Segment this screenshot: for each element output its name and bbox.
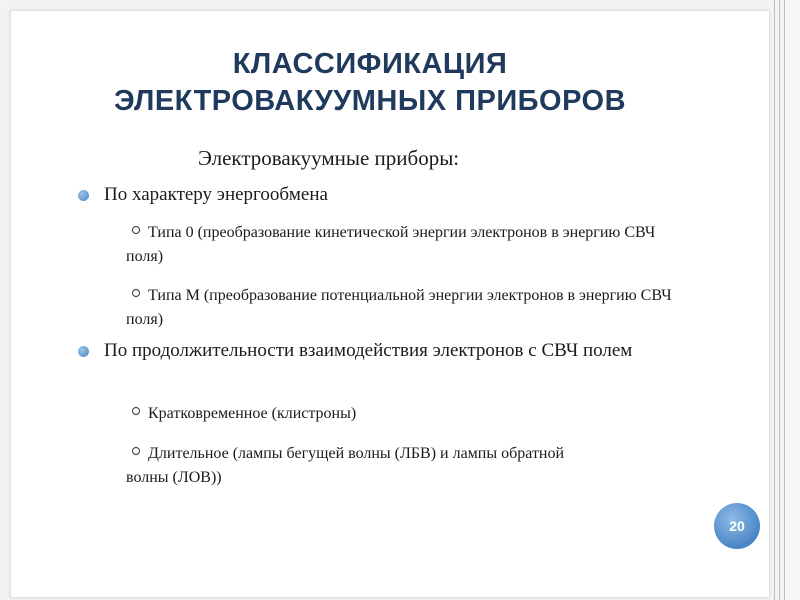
page-number-badge: 20	[714, 503, 760, 549]
sub-bullet-icon	[132, 407, 140, 415]
sub-item-text: Типа М (преобразование потенциальной энергии электронов в энергию СВЧ поля)	[126, 287, 672, 328]
title-line-1: КЛАССИФИКАЦИЯ	[232, 48, 508, 80]
sub-bullet-icon	[132, 289, 140, 297]
sub-bullet-icon	[132, 226, 140, 234]
sub-list-item	[126, 402, 686, 426]
list-item	[78, 339, 698, 363]
sub-list-item	[126, 442, 606, 490]
title-line-2: ЭЛЕКТРОВАКУУМНЫХ ПРИБОРОВ	[113, 85, 627, 117]
sub-item-text: Кратковременное (клистроны)	[148, 405, 357, 422]
sub-list-item	[126, 284, 686, 332]
sub-item-text: Типа 0 (преобразование кинетической энергии электронов в энергию СВЧ поля)	[126, 224, 656, 265]
subheading: Электровакуумные приборы:	[198, 146, 460, 170]
sub-bullet-icon	[132, 447, 140, 455]
right-rule	[774, 0, 775, 600]
bullet-text: По характеру энергообмена	[104, 184, 328, 205]
slide-title	[60, 46, 680, 120]
bullet-icon	[78, 346, 89, 357]
bullet-text: По продолжительности взаимодействия электронов с СВЧ полем	[104, 340, 633, 361]
sub-item-text: Длительное (лампы бегущей волны (ЛБВ) и лампы обратной волны (ЛОВ))	[126, 445, 565, 486]
list-item	[78, 183, 678, 207]
right-rule	[779, 0, 780, 600]
right-band	[785, 0, 800, 600]
sub-list-item	[126, 221, 686, 269]
bullet-icon	[78, 190, 89, 201]
